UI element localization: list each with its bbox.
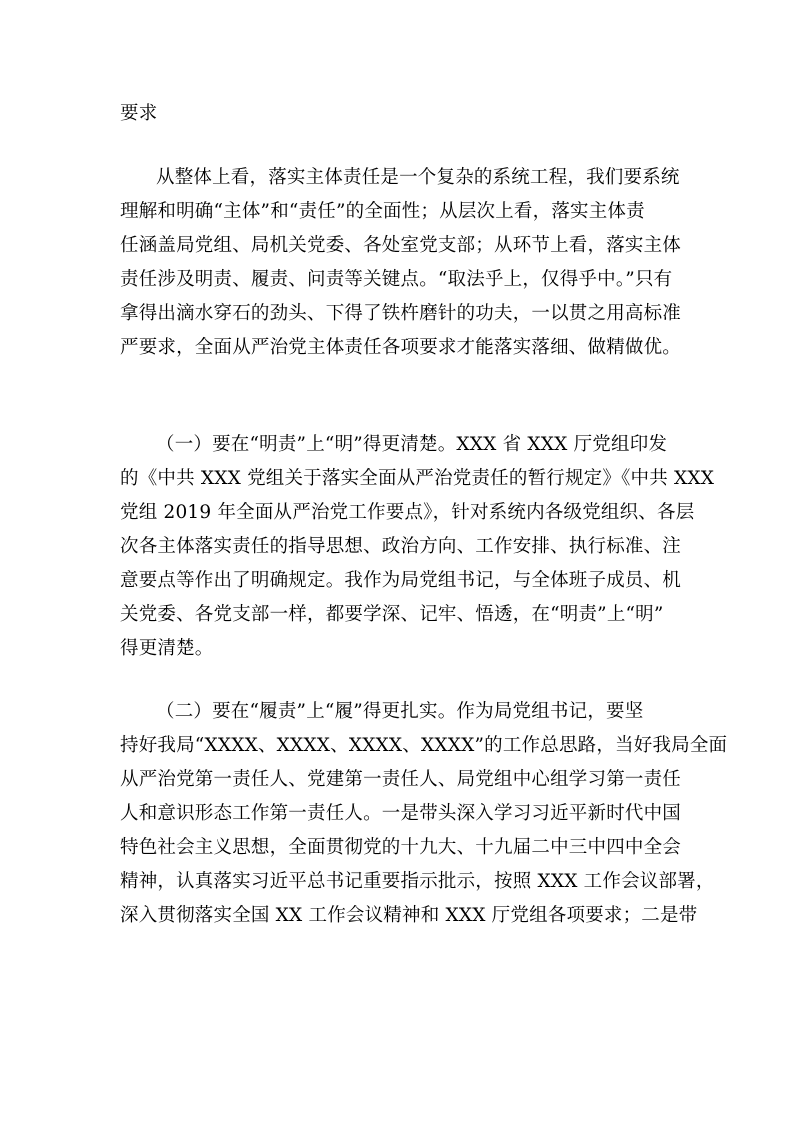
paragraph-first-line: （一）要在“明责”上“明”得更清楚。XXX 省 XXX 厅党组印发 [156,434,668,455]
paragraph-line: 意要点等作出了明确规定。我作为局党组书记，与全体班子成员、机 [120,570,682,591]
paragraph-line: 特色社会主义思想，全面贯彻党的十九大、十九届二中三中四中全会 [120,837,682,858]
paragraph-line: 持好我局“XXXX、XXXX、XXXX、XXXX”的工作总思路，当好我局全面 [120,735,728,756]
paragraph-line: 任涵盖局党组、局机关党委、各处室党支部；从环节上看，落实主体 [120,235,682,256]
paragraph-line: 严要求，全面从严治党主体责任各项要求才能落实落细、做精做优。 [120,337,682,358]
paragraph-line: 深入贯彻落实全国 XX 工作会议精神和 XXX 厅党组各项要求；二是带 [120,905,698,926]
paragraph-line: 的《中共 XXX 党组关于落实全面从严治党责任的暂行规定》《中共 XXX [120,468,715,489]
paragraph-line: 理解和明确“主体”和“责任”的全面性；从层次上看，落实主体责 [120,201,645,222]
paragraph-line: 关党委、各党支部一样，都要学深、记牢、悟透，在“明责”上“明” [120,604,664,625]
paragraph-line: 得更清楚。 [120,638,214,659]
paragraph-line: 拿得出滴水穿石的劲头、下得了铁杵磨针的功夫，一以贯之用高标准 [120,303,682,324]
paragraph-line: 从严治党第一责任人、党建第一责任人、局党组中心组学习第一责任 [120,769,682,790]
paragraph-first-line: （二）要在“履责”上“履”得更扎实。作为局党组书记，要坚 [156,701,644,722]
paragraph-line: 次各主体落实责任的指导思想、政治方向、工作安排、执行标准、注 [120,536,682,557]
paragraph-first-line: 从整体上看，落实主体责任是一个复杂的系统工程，我们要系统 [156,167,680,188]
paragraph-line: 责任涉及明责、履责、问责等关键点。“取法乎上，仅得乎中。”只有 [120,269,673,290]
section-heading-fragment: 要求 [120,103,158,124]
paragraph-line: 精神，认真落实习近平总书记重要指示批示，按照 XXX 工作会议部署， [120,871,715,892]
paragraph-line: 党组 2019 年全面从严治党工作要点》，针对系统内各级党组织、各层 [120,502,695,523]
paragraph-line: 人和意识形态工作第一责任人。一是带头深入学习习近平新时代中国 [120,803,682,824]
